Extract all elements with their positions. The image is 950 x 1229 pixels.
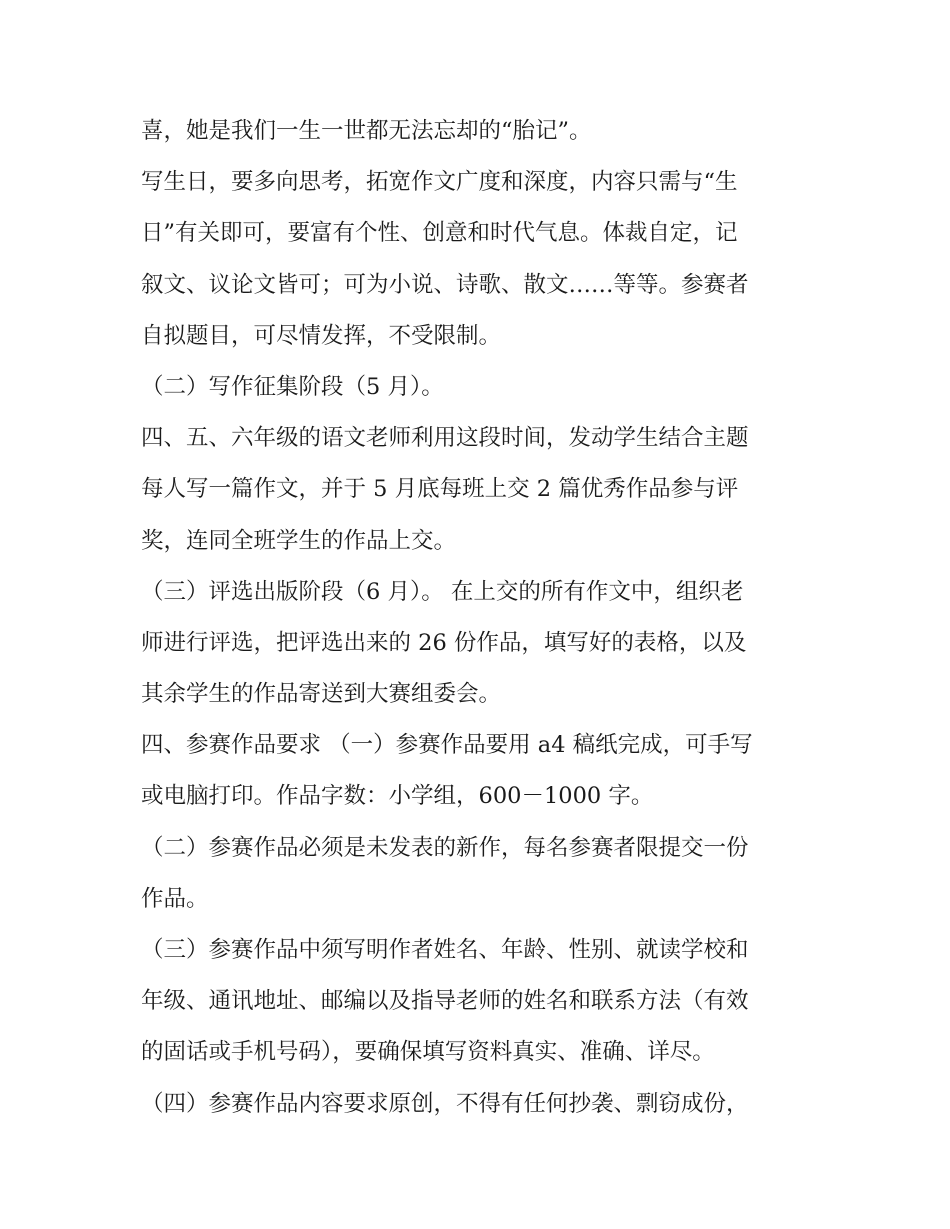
text-line: （二）写作征集阶段（5 月）。 [141,373,444,400]
text-line: 年级、通讯地址、邮编以及指导老师的姓名和联系方法（有效 [141,988,749,1015]
document-body [141,106,821,1130]
text-line: （三）参赛作品中须写明作者姓名、年龄、性别、就读学校和 [141,937,749,963]
text-line: 或电脑打印。作品字数：小学组，600－1000 字。 [141,783,654,810]
text-line: 日”有关即可，要富有个性、创意和时代气息。体裁自定，记 [141,220,738,247]
text-line: 奖，连同全班学生的作品上交。 [141,527,457,554]
text-line: 的固话或手机号码），要确保填写资料真实、准确、详尽。 [141,1039,715,1066]
text-line: （二）参赛作品必须是未发表的新作，每名参赛者限提交一份 [141,834,749,861]
text-line: 作品。 [141,885,209,912]
text-line: 每人写一篇作文，并于 5 月底每班上交 2 篇优秀作品参与评 [141,476,739,503]
text-line: 自拟题目，可尽情发挥，不受限制。 [141,322,502,349]
text-line: 写生日，要多向思考，拓宽作文广度和深度，内容只需与“生 [141,169,738,196]
text-line: 叙文、议论文皆可；可为小说、诗歌、散文……等等。参赛者 [141,271,749,298]
text-line: 四、五、六年级的语文老师利用这段时间，发动学生结合主题 [141,425,749,452]
text-line: 师进行评选，把评选出来的 26 份作品，填写好的表格，以及 [141,629,747,656]
text-line: （四）参赛作品内容要求原创，不得有任何抄袭、剽窃成份， [141,1090,749,1117]
text-line: （三）评选出版阶段（6 月）。 在上交的所有作文中，组织老 [141,578,744,605]
text-line: 其余学生的作品寄送到大赛组委会。 [141,681,502,708]
text-line: 四、参赛作品要求 （一）参赛作品要用 a4 稿纸完成，可手写 [141,732,753,759]
text-line: 喜，她是我们一生一世都无法忘却的“胎记”。 [141,118,592,144]
